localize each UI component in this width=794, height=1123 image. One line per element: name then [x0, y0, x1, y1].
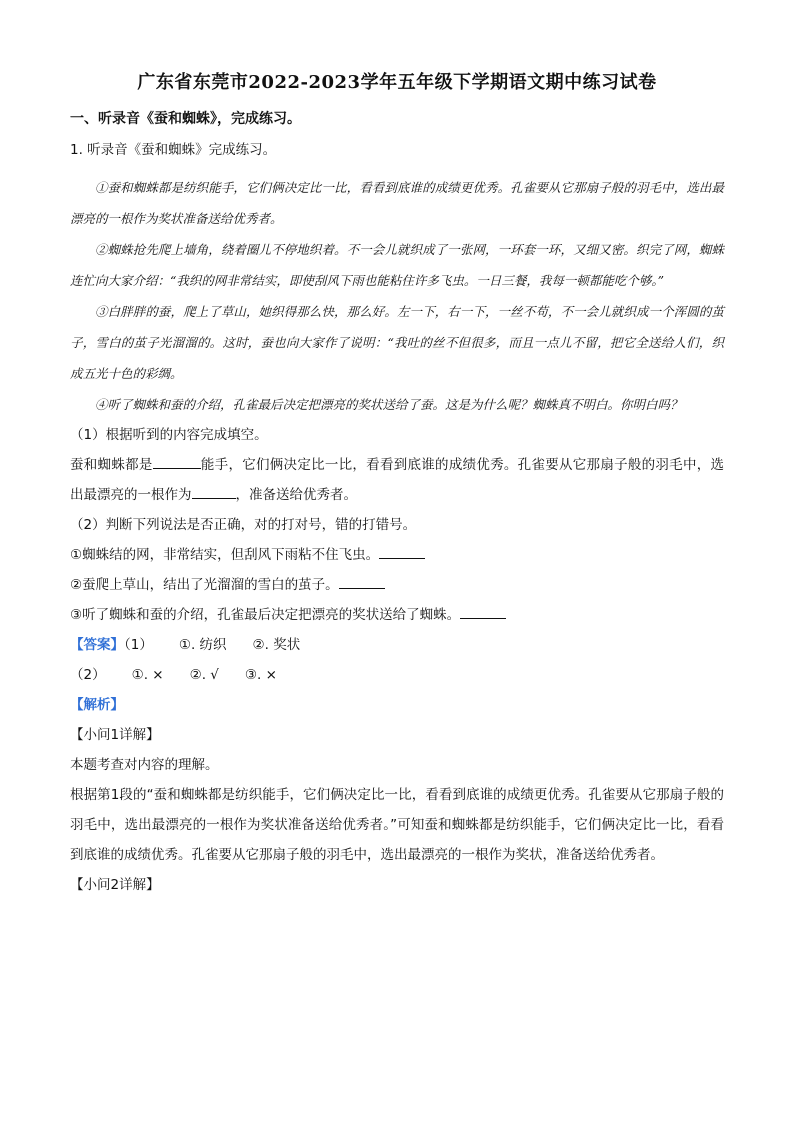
question-stem: 1. 听录音《蚕和蜘蛛》完成练习。 — [70, 142, 277, 158]
answer-item: ③. × — [244, 667, 277, 683]
fill-text: 蚕和蜘蛛都是 — [70, 457, 153, 473]
listening-passage — [70, 172, 724, 420]
part2-label: （2）判断下列说法是否正确，对的打对号，错的打错号。 — [70, 517, 417, 533]
passage-paragraph: ③白胖胖的蚕，爬上了草山，她织得那么快，那么好。左一下，右一下，一丝不苟，不一会儿就织成一个浑圆的茧子，雪白的茧子光溜溜的。这时，蚕也向大家作了说明：“我吐的丝不但很多，而且一点儿不留，把它全送给人们，织成五光十色的彩绸。 — [70, 304, 724, 381]
judge-item: ②蚕爬上草山，结出了光溜溜的雪白的茧子。 — [70, 570, 724, 600]
passage-paragraph: ①蚕和蜘蛛都是纺织能手，它们俩决定比一比，看看到底谁的成绩更优秀。孔雀要从它那扇子般的羽毛中，选出最漂亮的一根作为奖状准备送给优秀者。 — [70, 180, 724, 226]
fill-in-sentence — [70, 450, 724, 510]
judge-item: ①蜘蛛结的网，非常结实，但刮风下雨粘不住飞虫。 — [70, 540, 724, 570]
sub-question-2-label: 【小问2详解】 — [70, 877, 160, 893]
section-heading: 一、听录音《蚕和蜘蛛》，完成练习。 — [70, 111, 301, 127]
answer-part-label: （2） — [70, 667, 106, 683]
analysis-text: 根据第1段的“蚕和蜘蛛都是纺织能手，它们俩决定比一比，看看到底谁的成绩更优秀。孔雀要从它那扇子般的羽毛中，选出最漂亮的一根作为奖状准备送给优秀者。”可知蚕和蜘蛛都是纺织能手，它们俩决定比一比，看看到底谁的成绩优秀。孔雀要从它那扇子般的羽毛中，选出最漂亮的一根作为奖状，准备送给优秀者。 — [70, 787, 724, 863]
question-body — [70, 420, 724, 900]
passage-paragraph: ④听了蜘蛛和蚕的介绍，孔雀最后决定把漂亮的奖状送给了蚕。这是为什么呢？蜘蛛真不明白。你明白吗？ — [95, 397, 683, 412]
answer-blank[interactable] — [460, 602, 506, 619]
judge-item: ③听了蜘蛛和蚕的介绍，孔雀最后决定把漂亮的奖状送给了蜘蛛。 — [70, 600, 724, 630]
fill-text: 能手，它们俩决定比一比，看看到底谁的成绩优秀。孔雀要从它那扇子般的羽毛中，选出最漂亮的一根作为 — [70, 457, 725, 503]
answer-part-label: （1） — [124, 637, 153, 653]
answer-item: ②. √ — [189, 667, 219, 683]
answer-line-1 — [70, 630, 724, 660]
analysis-text: 本题考查对内容的理解。 — [70, 757, 219, 773]
answer-blank[interactable] — [192, 482, 236, 499]
answer-label: 【答案】 — [70, 637, 124, 653]
answer-item: ①. 纺织 — [178, 637, 227, 653]
analysis-label: 【解析】 — [70, 697, 124, 713]
answer-item: ②. 奖状 — [252, 637, 301, 653]
fill-text: ，准备送给优秀者。 — [235, 487, 357, 503]
answer-blank[interactable] — [339, 572, 385, 589]
answer-blank[interactable] — [379, 542, 425, 559]
page-title: 广东省东莞市2022-2023学年五年级下学期语文期中练习试卷 — [137, 72, 657, 93]
part1-label: （1）根据听到的内容完成填空。 — [70, 427, 268, 443]
answer-blank[interactable] — [153, 452, 201, 469]
passage-paragraph: ②蜘蛛抢先爬上墙角，绕着圈儿不停地织着。不一会儿就织成了一张网，一环套一环，又细又密。织完了网，蜘蛛连忙向大家介绍：“我织的网非常结实，即使刮风下雨也能粘住许多飞虫。一日三餐，我每一顿都能吃个够。” — [70, 242, 724, 288]
answer-line-2 — [70, 660, 724, 690]
answer-item: ①. × — [131, 667, 164, 683]
sub-question-1-label: 【小问1详解】 — [70, 727, 160, 743]
